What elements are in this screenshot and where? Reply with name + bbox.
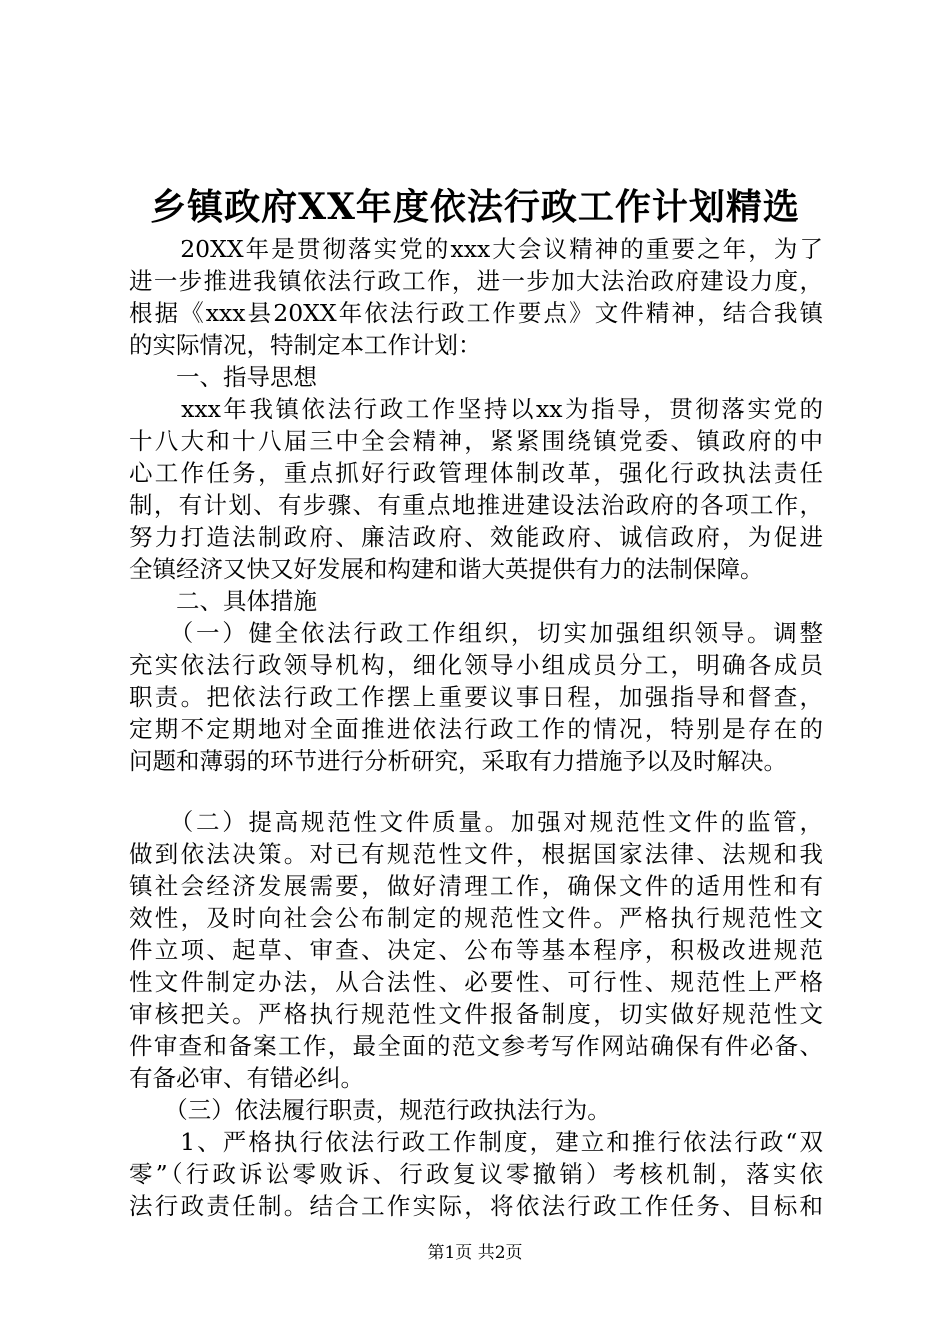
section-heading: 一、指导思想 xyxy=(129,363,317,391)
paragraph-line: 镇社会经济发展需要，做好清理工作，确保文件的适用性和有 xyxy=(129,872,823,900)
paragraph-line: 性文件制定办法，从合法性、必要性、可行性、规范性上严格 xyxy=(129,968,823,996)
paragraph-line: 做到依法决策。对已有规范性文件，根据国家法律、法规和我 xyxy=(129,840,823,868)
paragraph-line: xxx年我镇依法行政工作坚持以xx为指导，贯彻落实党的 xyxy=(129,395,823,423)
paragraph-line: 零”（行政诉讼零败诉、行政复议零撤销）考核机制，落实依 xyxy=(129,1160,823,1188)
paragraph-line: 问题和薄弱的环节进行分析研究，采取有力措施予以及时解决。 xyxy=(129,747,787,775)
paragraph-line: 充实依法行政领导机构，细化领导小组成员分工，明确各成员 xyxy=(129,651,823,679)
paragraph-line: 职责。把依法行政工作摆上重要议事日程，加强指导和督查， xyxy=(129,683,823,711)
paragraph-line: 进一步推进我镇依法行政工作，进一步加大法治政府建设力度， xyxy=(129,267,823,295)
paragraph-line: 的实际情况，特制定本工作计划： xyxy=(129,331,482,359)
paragraph-line: 心工作任务，重点抓好行政管理体制改革，强化行政执法责任 xyxy=(129,459,823,487)
paragraph-line: 全镇经济又快又好发展和构建和谐大英提供有力的法制保障。 xyxy=(129,555,764,583)
page-number-footer: 第1页 共2页 xyxy=(427,1243,523,1263)
paragraph-line: 件立项、起草、审查、决定、公布等基本程序，积极改进规范 xyxy=(129,936,823,964)
paragraph-line: （一）健全依法行政工作组织，切实加强组织领导。调整 xyxy=(129,619,823,647)
paragraph-line: 法行政责任制。结合工作实际，将依法行政工作任务、目标和 xyxy=(129,1192,823,1220)
section-heading: 二、具体措施 xyxy=(129,587,317,615)
paragraph-line: 有备必审、有错必纠。 xyxy=(129,1064,364,1092)
paragraph-line: 效性，及时向社会公布制定的规范性文件。严格执行规范性文 xyxy=(129,904,823,932)
paragraph-line: （二）提高规范性文件质量。加强对规范性文件的监管， xyxy=(129,808,823,836)
document-title: 乡镇政府XX年度依法行政工作计划精选 xyxy=(150,186,800,228)
paragraph-line: 定期不定期地对全面推进依法行政工作的情况，特别是存在的 xyxy=(129,715,823,743)
paragraph-line: 十八大和十八届三中全会精神，紧紧围绕镇党委、镇政府的中 xyxy=(129,427,823,455)
paragraph-line: 1、严格执行依法行政工作制度，建立和推行依法行政“双 xyxy=(129,1128,823,1156)
paragraph-line: 制，有计划、有步骤、有重点地推进建设法治政府的各项工作， xyxy=(129,491,823,519)
paragraph-line: 根据《xxx县20XX年依法行政工作要点》文件精神，结合我镇 xyxy=(129,299,823,327)
paragraph-line: 努力打造法制政府、廉洁政府、效能政府、诚信政府，为促进 xyxy=(129,523,823,551)
paragraph-line: 20XX年是贯彻落实党的xxx大会议精神的重要之年，为了 xyxy=(129,235,823,263)
section-heading: （三）依法履行职责，规范行政执法行为。 xyxy=(129,1096,611,1124)
paragraph-line: 审核把关。严格执行规范性文件报备制度，切实做好规范性文 xyxy=(129,1000,823,1028)
paragraph-line: 件审查和备案工作，最全面的范文参考写作网站确保有件必备、 xyxy=(129,1032,823,1060)
